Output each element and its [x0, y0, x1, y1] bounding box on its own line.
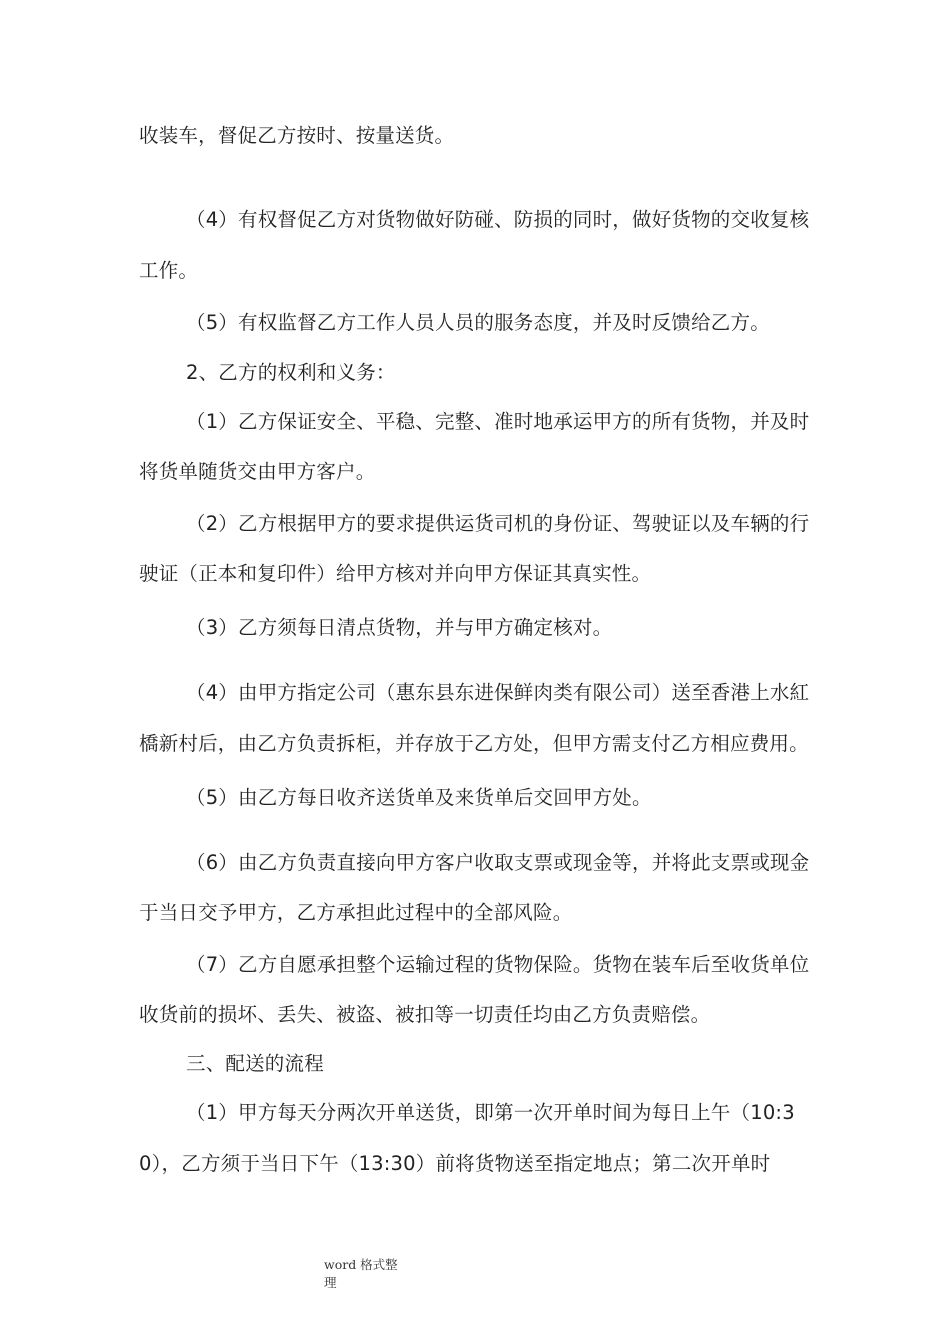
paragraph-line: （3）乙方须每日清点货物，并与甲方确定核对。 — [186, 616, 613, 639]
paragraph-line: （2）乙方根据甲方的要求提供运货司机的身份证、驾驶证以及车辆的行 — [186, 512, 810, 535]
paragraph-line: （5）有权监督乙方工作人员人员的服务态度，并及时反馈给乙方。 — [186, 311, 770, 334]
paragraph-line: 工作。 — [139, 259, 199, 282]
footer-text: word 格式整 — [324, 1257, 398, 1272]
paragraph-line: （7）乙方自愿承担整个运输过程的货物保险。货物在装车后至收货单位 — [186, 953, 810, 976]
paragraph-line: （4）由甲方指定公司（惠东县东进保鲜肉类有限公司）送至香港上水紅 — [186, 681, 810, 704]
paragraph-line: 于当日交予甲方，乙方承担此过程中的全部风险。 — [139, 901, 573, 924]
paragraph-line: （4）有权督促乙方对货物做好防碰、防损的同时，做好货物的交收复核 — [186, 208, 810, 231]
paragraph-line: （1）甲方每天分两次开单送货，即第一次开单时间为每日上午（10:3 — [186, 1101, 795, 1124]
section-heading: 三、配送的流程 — [186, 1052, 324, 1075]
paragraph-line: （1）乙方保证安全、平稳、完整、准时地承运甲方的所有货物，并及时 — [186, 410, 810, 433]
paragraph-line: （6）由乙方负责直接向甲方客户收取支票或现金等，并将此支票或现金 — [186, 851, 810, 874]
paragraph-line: 橋新村后，由乙方负责拆柜，并存放于乙方处，但甲方需支付乙方相应费用。 — [139, 732, 809, 755]
footer-text: 理 — [324, 1275, 337, 1290]
paragraph-line: 0），乙方须于当日下午（13:30）前将货物送至指定地点；第二次开单时 — [139, 1152, 771, 1175]
paragraph-line: 收货前的损坏、丢失、被盗、被扣等一切责任均由乙方负责赔偿。 — [139, 1003, 711, 1026]
paragraph-line: 驶证（正本和复印件）给甲方核对并向甲方保证其真实性。 — [139, 562, 652, 585]
paragraph-line: 收装车，督促乙方按时、按量送货。 — [139, 124, 455, 147]
paragraph-line: 将货单随货交由甲方客户。 — [139, 460, 376, 483]
paragraph-line: （5）由乙方每日收齐送货单及来货单后交回甲方处。 — [186, 786, 652, 809]
page-footer — [324, 1256, 398, 1292]
section-heading: 2、乙方的权利和义务： — [186, 361, 396, 384]
